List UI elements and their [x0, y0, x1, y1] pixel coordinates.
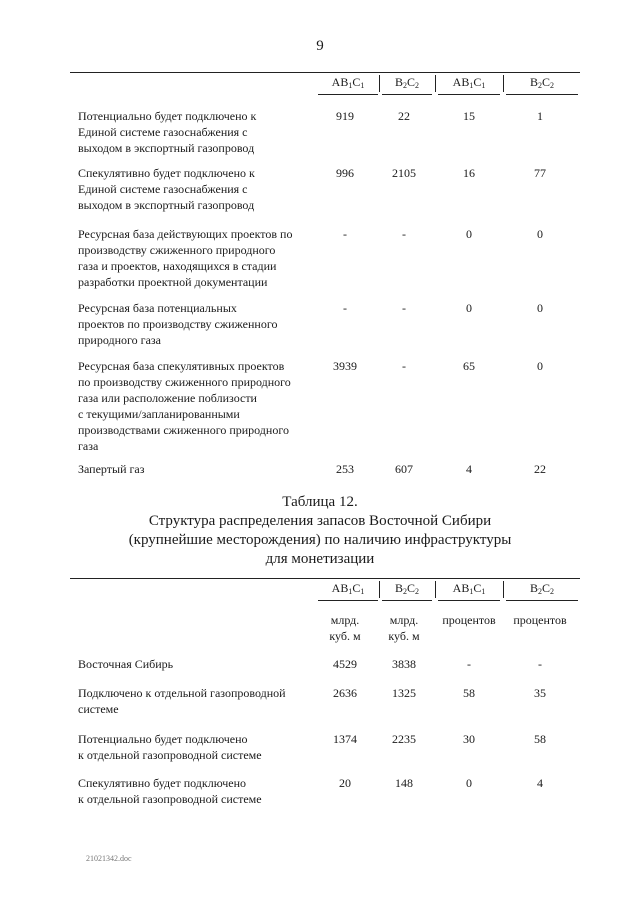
table2-cell: 20	[339, 776, 351, 790]
table1-cell: 1	[537, 109, 543, 123]
table1-row-label: Ресурсная база потенциальных	[78, 301, 237, 315]
table2-header	[0, 581, 640, 601]
table2-row-label: системе	[78, 702, 119, 716]
table2-col-ab1c1-a: $AB_1C_1$	[318, 581, 378, 601]
table1-cell: 0	[537, 301, 543, 315]
table2-row-label: Потенциально будет подключено	[78, 732, 248, 746]
table1-row-label: газа или расположение поблизости	[78, 391, 257, 405]
table2-row-label: Спекулятивно будет подключено	[78, 776, 247, 790]
table1-cell: 919	[336, 109, 354, 123]
table2-col-divider	[379, 581, 380, 598]
table1-cell: -	[343, 227, 347, 241]
table1-row-label: Ресурсная база действующих проектов по	[78, 227, 293, 241]
table1-cell: 0	[537, 359, 543, 373]
table1-col-b2c2-a: $B_2C_2$	[382, 75, 432, 95]
table1-row-label: газа и проектов, находящихся в стадии	[78, 259, 277, 273]
table2-cell: 2235	[392, 732, 416, 746]
table1-row-label: выходом в экспортный газопровод	[78, 198, 255, 212]
table2-cell: 4529	[333, 657, 357, 671]
table2-unit-label: куб. м	[329, 629, 361, 643]
table1-cell: 996	[336, 166, 354, 180]
table1-cell: 16	[463, 166, 475, 180]
table1-row-label: Запертый газ	[78, 462, 145, 476]
table1-cell: 0	[466, 301, 472, 315]
table1-row-label: Спекулятивно будет подключено к	[78, 166, 255, 180]
table12-title: Таблица 12.	[282, 494, 358, 510]
table2-cell: 2636	[333, 686, 357, 700]
table2-row-label: к отдельной газопроводной системе	[78, 748, 262, 762]
table2-col-ab1c1-b: $AB_1C_1$	[438, 581, 500, 601]
table1-top-rule	[70, 72, 580, 73]
table2-cell: -	[538, 657, 542, 671]
table2-col-divider	[503, 581, 504, 598]
table2-cell: 58	[534, 732, 546, 746]
table2-unit-label: куб. м	[388, 629, 420, 643]
table1-cell: 22	[398, 109, 410, 123]
table2-cell: 3838	[392, 657, 416, 671]
table1-row-label: газа	[78, 439, 99, 453]
table1-row-label: Потенциально будет подключено к	[78, 109, 257, 123]
table12-caption-line: Структура распределения запасов Восточной Сибири	[148, 513, 492, 529]
table2-top-rule	[70, 578, 580, 579]
table2-cell: 35	[534, 686, 546, 700]
table2-cell: 58	[463, 686, 475, 700]
table1-col-b2c2-b: $B_2C_2$	[506, 75, 578, 95]
table2-unit-label: млрд.	[389, 613, 419, 627]
table1-row-label: с текущими/запланированными	[78, 407, 240, 421]
table2-col-b2c2-b: $B_2C_2$	[506, 581, 578, 601]
table1-cell: 77	[534, 166, 546, 180]
table1-cell: 253	[336, 462, 354, 476]
table2-cell: 4	[537, 776, 543, 790]
table1-cell: 0	[466, 227, 472, 241]
table1-col-ab1c1-b: $AB_1C_1$	[438, 75, 500, 95]
table2-cell: 1374	[333, 732, 357, 746]
table1-cell: -	[402, 359, 406, 373]
table1-cell: -	[402, 227, 406, 241]
table1-cell: 65	[463, 359, 475, 373]
table2-unit-label: процентов	[513, 613, 567, 627]
table2-cell: 1325	[392, 686, 416, 700]
table1-cell: 22	[534, 462, 546, 476]
table1-row-label: производствами сжиженного природного	[78, 423, 289, 437]
table1-cell: 0	[537, 227, 543, 241]
table1-col-divider	[379, 75, 380, 92]
page-number: 9	[316, 38, 324, 54]
table1-row-label: проектов по производству сжиженного	[78, 317, 278, 331]
table2-cell: 148	[395, 776, 413, 790]
table2-row-label: Восточная Сибирь	[78, 657, 174, 671]
table1-row-label: природного газа	[78, 333, 161, 347]
footer-filename: 21021342.doc	[86, 854, 132, 863]
table1-cell: 4	[466, 462, 472, 476]
table2-cell: 30	[463, 732, 475, 746]
table1-cell: 2105	[392, 166, 416, 180]
table2-unit-label: млрд.	[330, 613, 360, 627]
table1-header	[0, 75, 640, 95]
table2-row-label: Подключено к отдельной газопроводной	[78, 686, 286, 700]
table12-caption-line: для монетизации	[265, 551, 375, 567]
table2-cell: -	[467, 657, 471, 671]
table1-row-label: производству сжиженного природного	[78, 243, 276, 257]
table1-row-label: Единой системе газоснабжения с	[78, 182, 248, 196]
table1-col-ab1c1-a: $AB_1C_1$	[318, 75, 378, 95]
table1-cell: -	[402, 301, 406, 315]
table1-row-label: Единой системе газоснабжения с	[78, 125, 248, 139]
table1-cell: -	[343, 301, 347, 315]
table12-caption-line: (крупнейшие месторождения) по наличию инфраструктуры	[128, 532, 512, 548]
table2-col-b2c2-a: $B_2C_2$	[382, 581, 432, 601]
table1-row-label: по производству сжиженного природного	[78, 375, 291, 389]
table2-cell: 0	[466, 776, 472, 790]
table1-row-label: Ресурсная база спекулятивных проектов	[78, 359, 285, 373]
table2-col-divider	[435, 581, 436, 598]
table1-row-label: выходом в экспортный газопровод	[78, 141, 255, 155]
table1-row-label: разработки проектной документации	[78, 275, 268, 289]
table1-col-divider	[503, 75, 504, 92]
table1-cell: 3939	[333, 359, 357, 373]
table1-cell: 607	[395, 462, 413, 476]
table2-unit-label: процентов	[442, 613, 496, 627]
table2-row-label: к отдельной газопроводной системе	[78, 792, 262, 806]
table1-cell: 15	[463, 109, 475, 123]
table1-col-divider	[435, 75, 436, 92]
